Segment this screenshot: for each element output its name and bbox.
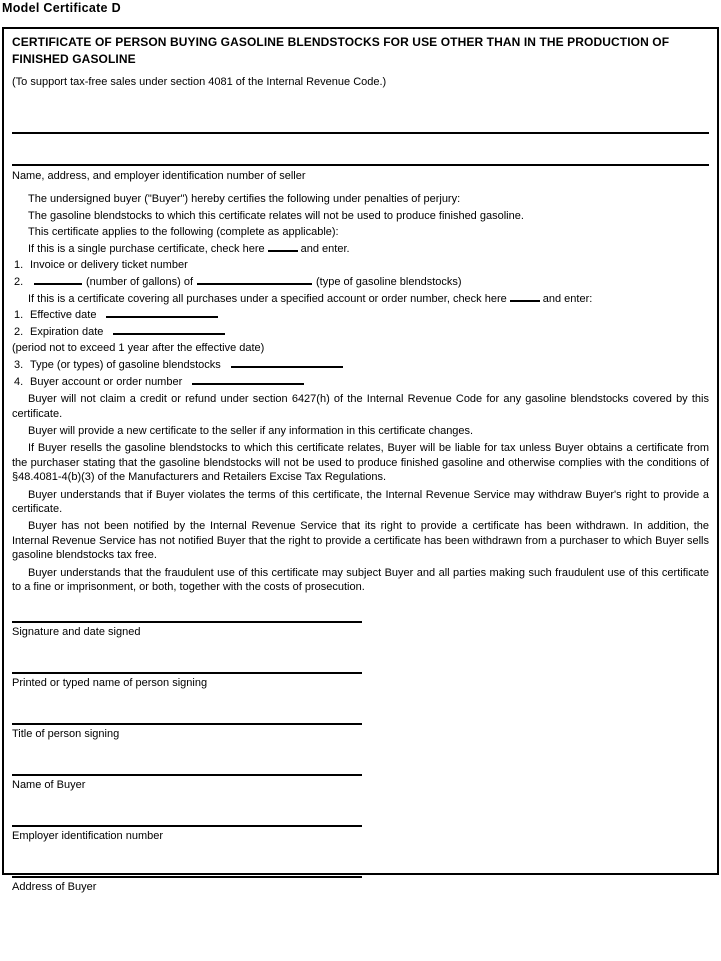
- buyer-account-blank[interactable]: [192, 374, 304, 385]
- seller-info-write-line-2[interactable]: [12, 164, 709, 166]
- seller-info-label: Name, address, and employer identification number of seller: [12, 170, 306, 182]
- ein-label: Employer identification number: [12, 830, 164, 843]
- effective-date-item: [12, 307, 709, 324]
- invoice-ticket-item: [12, 257, 709, 274]
- certificate-subheading: (To support tax-free sales under section 4081 of the Internal Revenue Code.): [12, 76, 387, 88]
- signature-block-signature-date: [12, 621, 362, 639]
- signature-date-line[interactable]: [12, 621, 362, 623]
- not-notified-paragraph: Buyer has not been notified by the Internal Revenue Service that its right to provide a certificate has been withdrawn. In addition, the Internal Revenue Service has not notified Buyer that the right to provide a certificate has been withdrawn from a purchaser to which Buyer sells gasoline blendstocks tax free.: [12, 520, 709, 562]
- gallons-label: (number of gallons) of: [86, 275, 193, 288]
- effective-date-label: Effective date: [30, 309, 97, 322]
- blendstock-types-label: Type (or types) of gasoline blendstocks: [30, 358, 221, 371]
- signature-block-printed-name: [12, 672, 362, 690]
- certificate-box: [2, 27, 719, 894]
- perjury-statement: The undersigned buyer ("Buyer") hereby certifies the following under penalties of perjury:: [28, 193, 461, 205]
- single-purchase-check-text: If this is a single purchase certificate, check here: [28, 242, 265, 255]
- document-title: Model Certificate D: [2, 1, 121, 15]
- blendstock-type-label: (type of gasoline blendstocks): [316, 275, 462, 288]
- single-purchase-line: [12, 241, 709, 258]
- buyer-address-line[interactable]: [12, 876, 362, 878]
- account-certificate-line: [12, 291, 709, 308]
- violation-withdrawal-paragraph: Buyer understands that if Buyer violates the terms of this certificate, the Internal Revenue Service may withdraw Buyer's right to provide a certificate.: [12, 488, 709, 515]
- blendstock-types-blank[interactable]: [231, 357, 343, 368]
- signature-block-ein: [12, 825, 362, 843]
- buyer-account-item-number: 4.: [14, 375, 24, 388]
- fraudulent-use-paragraph: Buyer understands that the fraudulent use of this certificate may subject Buyer and all parties making such fraudulent use of this certificate to a fine or imprisonment, or both, together with the costs of prosecution.: [12, 566, 709, 593]
- blendstock-type-blank[interactable]: [197, 274, 312, 285]
- expiration-date-item-number: 2.: [14, 325, 24, 338]
- buyer-name-label: Name of Buyer: [12, 779, 86, 792]
- expiration-date-label: Expiration date: [30, 325, 104, 338]
- printed-name-label: Printed or typed name of person signing: [12, 677, 208, 690]
- resale-liability-paragraph: If Buyer resells the gasoline blendstocks to which this certificate relates, Buyer will be liable for tax unless Buyer obtains a certificate from the purchaser stating that the gasoline blendstocks will not be used to produce finished gasoline and otherwise complies with the conditions of §48.4081-4(b)(3) of the Manufacturers and Retailers Excise Tax Regulations.: [12, 442, 709, 484]
- buyer-address-label: Address of Buyer: [12, 881, 97, 894]
- gallons-item-number: 2.: [14, 275, 24, 288]
- certificate-heading: CERTIFICATE OF PERSON BUYING GASOLINE BLENDSTOCKS FOR USE OTHER THAN IN THE PRODUCTION OF FINISHED GASOLINE: [12, 35, 670, 66]
- gallons-item: [12, 274, 709, 291]
- expiration-period-note: (period not to exceed 1 year after the effective date): [12, 342, 265, 355]
- expiration-date-item: [12, 324, 709, 341]
- invoice-ticket-item-number: 1.: [14, 259, 24, 272]
- buyer-account-item: [12, 374, 709, 391]
- signature-date-label: Signature and date signed: [12, 626, 141, 639]
- buyer-name-line[interactable]: [12, 774, 362, 776]
- title-label: Title of person signing: [12, 728, 120, 741]
- applies-statement: This certificate applies to the following (complete as applicable):: [28, 226, 339, 239]
- account-enter-text: and enter:: [542, 292, 593, 305]
- seller-info-write-line-1[interactable]: [12, 132, 709, 134]
- expiration-date-blank[interactable]: [113, 324, 225, 335]
- invoice-ticket-item-label: Invoice or delivery ticket number: [30, 259, 188, 272]
- buyer-account-label: Buyer account or order number: [30, 375, 183, 388]
- printed-name-line[interactable]: [12, 672, 362, 674]
- blendstock-types-item-number: 3.: [14, 358, 24, 371]
- signature-block-title: [12, 723, 362, 741]
- single-purchase-check-blank[interactable]: [268, 241, 298, 252]
- gallons-blank[interactable]: [34, 274, 82, 285]
- signature-block-buyer-name: [12, 774, 362, 792]
- account-check-blank[interactable]: [510, 291, 540, 302]
- account-check-text: If this is a certificate covering all purchases under a specified account or order number, check here: [28, 292, 507, 305]
- effective-date-blank[interactable]: [106, 307, 218, 318]
- signature-block-buyer-address: [12, 876, 362, 894]
- effective-date-item-number: 1.: [14, 309, 24, 322]
- new-certificate-paragraph: Buyer will provide a new certificate to the seller if any information in this certificate changes.: [28, 424, 474, 437]
- ein-line[interactable]: [12, 825, 362, 827]
- title-line[interactable]: [12, 723, 362, 725]
- blendstock-types-item: [12, 357, 709, 374]
- no-finished-gasoline-statement: The gasoline blendstocks to which this certificate relates will not be used to produce finished gasoline.: [28, 209, 524, 222]
- single-purchase-enter-text: and enter.: [300, 242, 350, 255]
- no-credit-refund-paragraph: Buyer will not claim a credit or refund under section 6427(h) of the Internal Revenue Code for any gasoline blendstocks covered by this certificate.: [12, 393, 709, 420]
